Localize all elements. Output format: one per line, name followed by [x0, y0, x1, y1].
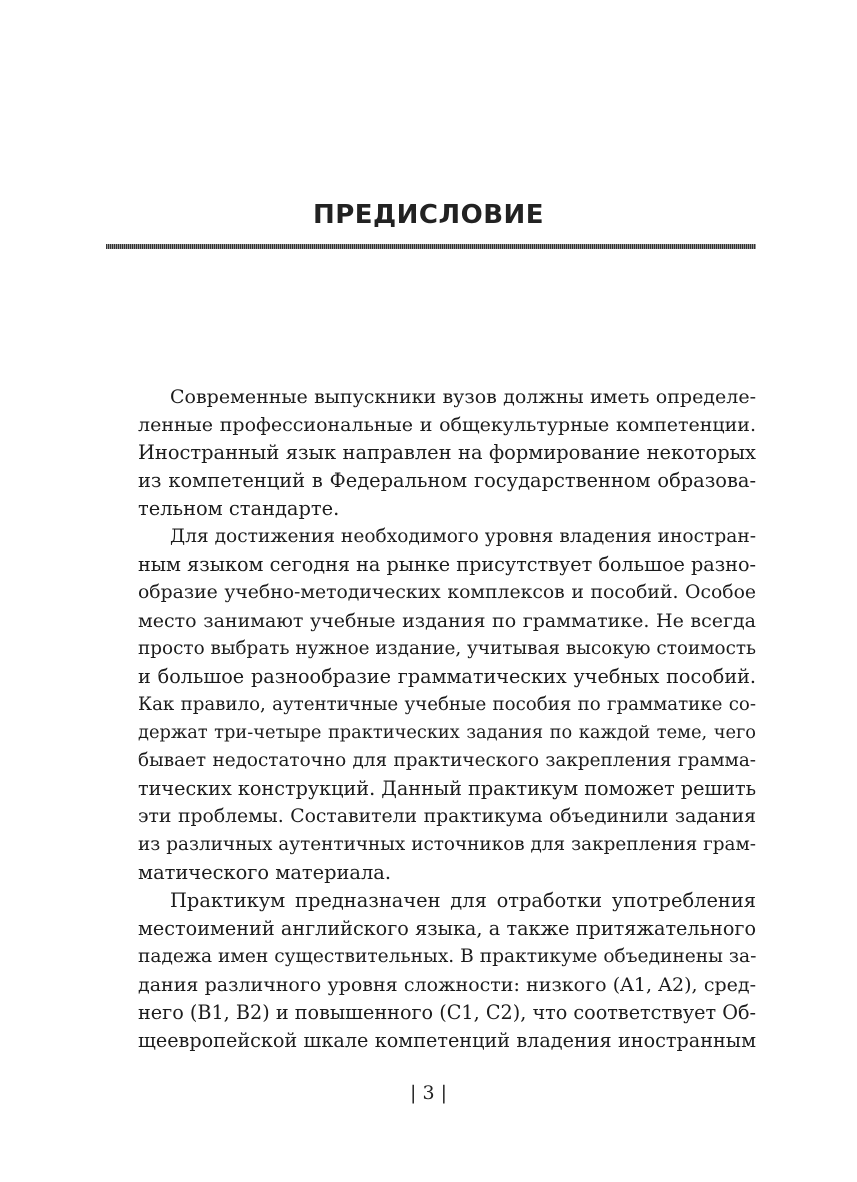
text-line: Как правило, аутентичные учебные пособия по грамматике со- [138, 694, 756, 715]
text-line: эти проблемы. Составители практикума объединили задания [138, 806, 756, 827]
text-line: него (B1, B2) и повышенного (C1, C2), что соответствует Об- [138, 1001, 756, 1024]
text-line: держат три-четыре практических задания по каждой теме, чего [138, 722, 756, 743]
text-line: из компетенций в Федеральном государственном образова- [138, 469, 756, 492]
body-text [106, 383, 756, 1055]
text-line: образие учебно-методических комплексов и пособий. Особое [138, 582, 756, 603]
text-line: ленные профессиональные и общекультурные компетенции. [138, 414, 756, 436]
text-line: дания различного уровня сложности: низкого (A1, A2), сред- [138, 974, 756, 996]
paragraph-1 [106, 383, 756, 523]
page-title: ПРЕДИСЛОВИЕ [312, 200, 545, 230]
paragraph-2 [106, 523, 756, 887]
text-line: тических конструкций. Данный практикум поможет решить [138, 777, 757, 800]
text-line: Для достижения необходимого уровня владения иностран- [170, 526, 756, 547]
text-line: из различных аутентичных источников для закрепления грам- [138, 834, 756, 855]
text-line: щеевропейской шкале компетенций владения иностранным [138, 1029, 756, 1052]
text-line: местоимений английского языка, а также притяжательного [138, 917, 756, 940]
page-number: | 3 | [410, 1082, 447, 1104]
text-line: тельном стандарте. [138, 497, 340, 520]
text-line: падежа имен существительных. В практикуме объединены за- [138, 946, 757, 967]
title-underline [106, 244, 756, 249]
text-line: просто выбрать нужное издание, учитывая высокую стоимость [138, 638, 757, 659]
text-line: и большое разнообразие грамматических учебных пособий. [138, 665, 756, 688]
paragraph-3 [106, 887, 756, 1055]
text-line: Современные выпускники вузов должны иметь определе- [170, 386, 756, 408]
text-line: Практикум предназначен для отработки употребления [170, 889, 756, 912]
text-line: бывает недостаточно для практического закрепления грамма- [138, 750, 756, 771]
text-line: матического материала. [138, 861, 392, 884]
text-line: Иностранный язык направлен на формирование некоторых [138, 441, 756, 464]
text-line: ным языком сегодня на рынке присутствует большое разно- [138, 553, 756, 576]
text-line: место занимают учебные издания по грамматике. Не всегда [138, 610, 756, 632]
